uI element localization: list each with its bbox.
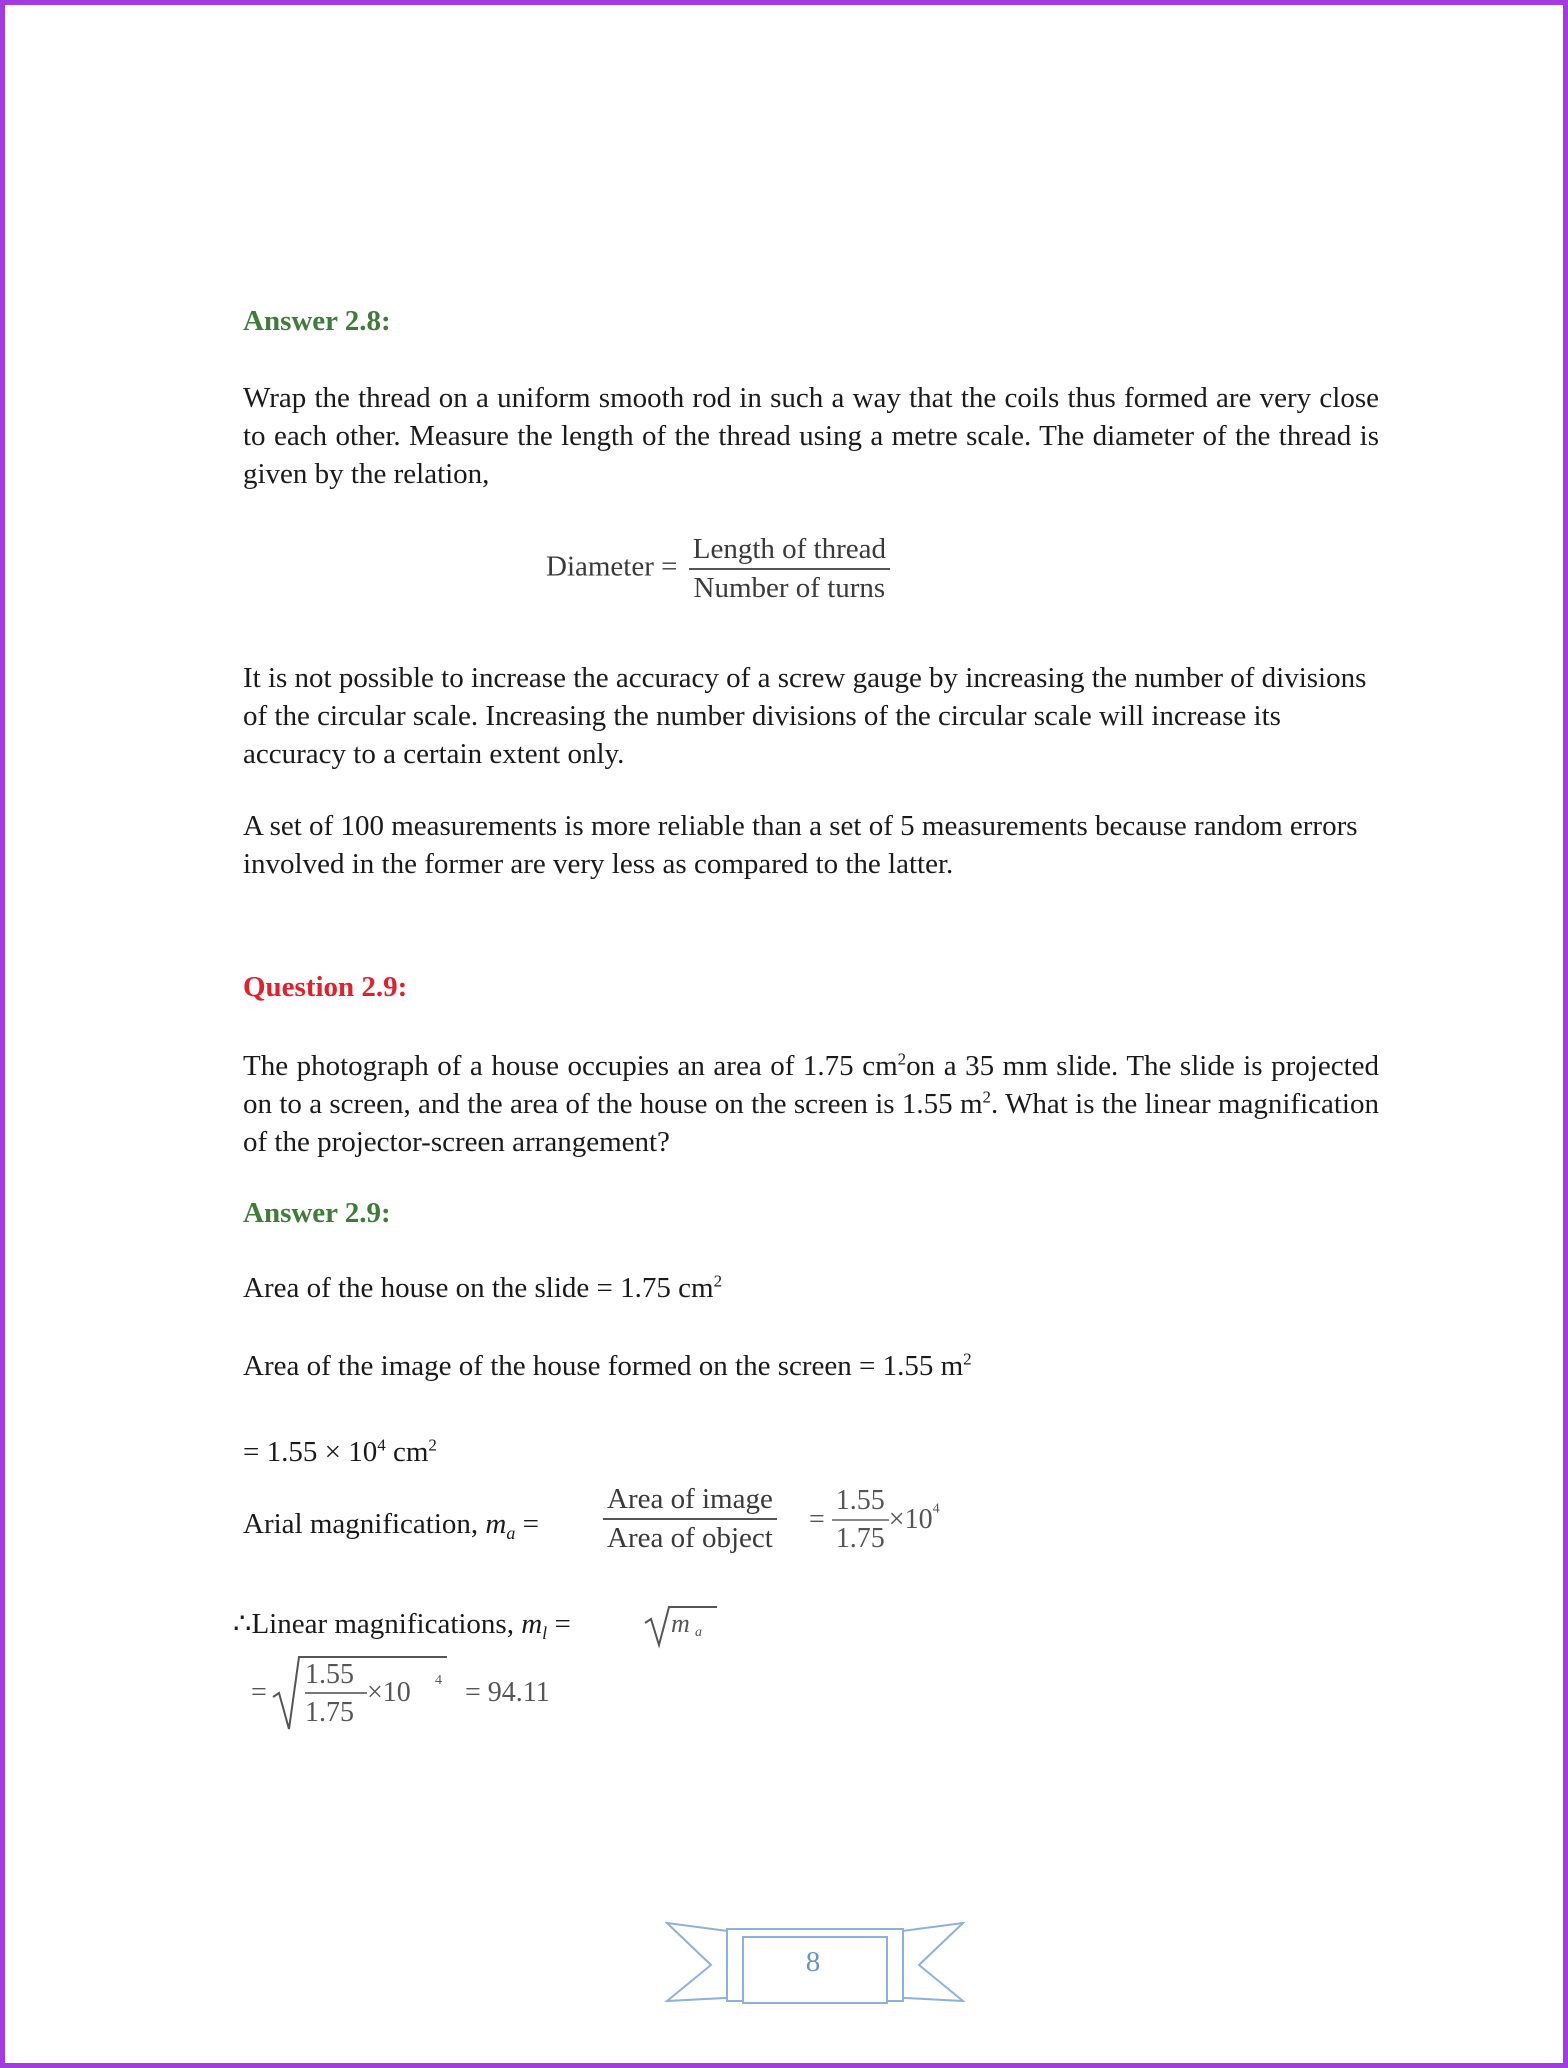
screen-area-sup: 2	[963, 1349, 972, 1369]
result-equals: =	[251, 1677, 267, 1708]
diameter-numerator: Length of thread	[689, 533, 890, 570]
question-text-part-c: . What is the linear magnification of the projector-screen arrangement?	[243, 1088, 1379, 1158]
diameter-label: Diameter =	[546, 550, 678, 583]
linear-var: m	[521, 1608, 543, 1640]
linear-magnification-line	[233, 1605, 571, 1652]
question-sup-b: 2	[982, 1087, 992, 1107]
page-number: 8	[805, 1946, 821, 1978]
converted-area-part-a: = 1.55 × 10	[243, 1436, 378, 1468]
answer-2-8-paragraph-2: It is not possible to increase the accuracy of a screw gauge by increasing the number of divisions of the circular scale. Increasing the number divisions of the circular scale will increase its accuracy to a certain extent only.	[243, 662, 1367, 770]
areal-number-numerator: 1.55	[832, 1485, 889, 1521]
result-times-sup: 4	[435, 1673, 442, 1688]
question-sup-a: 2	[897, 1049, 907, 1069]
question-text-part-a: The photograph of a house occupies an area of 1.75 cm	[243, 1050, 898, 1082]
diameter-denominator: Number of turns	[693, 572, 886, 604]
areal-number-denominator: 1.75	[835, 1523, 885, 1554]
linear-magnification-label: ∴Linear magnifications,	[233, 1608, 522, 1640]
diameter-formula	[546, 533, 890, 605]
screen-area-line	[243, 1347, 972, 1385]
areal-var-sub: a	[506, 1523, 516, 1543]
answer-2-8-paragraph-3: A set of 100 measurements is more reliable than a set of 5 measurements because random errors involved in the former are very less as compared to the latter.	[243, 810, 1358, 880]
slide-area-sup: 2	[713, 1271, 723, 1291]
linear-equals: =	[547, 1608, 571, 1640]
result-times: ×10	[367, 1677, 411, 1708]
areal-word-numerator: Area of image	[603, 1483, 777, 1520]
areal-times-sup: 4	[932, 1501, 940, 1517]
screen-area-text: Area of the image of the house formed on the screen = 1.55 m	[243, 1350, 964, 1382]
areal-fraction-numbers	[809, 1485, 940, 1555]
linear-result	[251, 1653, 571, 1733]
slide-area-text: Area of the house on the slide = 1.75 cm	[243, 1272, 714, 1304]
slide-area-line	[243, 1269, 722, 1307]
sqrt-ma-var: m	[671, 1609, 690, 1638]
answer-2-9-heading: Answer 2.9:	[243, 1197, 391, 1229]
diameter-fraction	[689, 533, 890, 605]
areal-word-fraction	[603, 1483, 777, 1555]
areal-magnification-line	[243, 1489, 539, 1559]
result-value: = 94.11	[465, 1677, 550, 1708]
question-2-9-text	[243, 1047, 1379, 1161]
areal-times: ×10	[888, 1504, 933, 1535]
areal-number-fraction	[832, 1485, 889, 1555]
areal-word-denominator: Area of object	[607, 1522, 773, 1554]
converted-area-sup-2: 2	[428, 1435, 437, 1455]
areal-var: m	[485, 1508, 507, 1540]
converted-area-sup-1: 4	[377, 1435, 386, 1455]
converted-area-line	[243, 1433, 437, 1471]
areal-fraction-words	[603, 1483, 777, 1555]
linear-var-sub: l	[542, 1623, 548, 1643]
answer-2-8-heading: Answer 2.8:	[243, 305, 391, 337]
result-numerator: 1.55	[305, 1659, 354, 1690]
result-radical	[271, 1653, 451, 1733]
sqrt-ma-sub: a	[695, 1625, 702, 1640]
areal-equals: =	[515, 1508, 539, 1540]
result-denominator: 1.75	[305, 1697, 354, 1728]
question-2-9-heading: Question 2.9:	[243, 971, 408, 1003]
converted-area-part-b: cm	[385, 1436, 429, 1468]
areal-equals-2: =	[809, 1504, 825, 1535]
areal-magnification-label: Arial magnification,	[243, 1508, 486, 1540]
question-text-part-b: on a 35 mm slide. The slide is projected on to a screen, and the area of the house on the screen is 1.55 m	[243, 1050, 1380, 1120]
answer-2-8-paragraph-1: Wrap the thread on a uniform smooth rod in such a way that the coils thus formed are very close to each other. Measure the length of the thread using a metre scale. The diameter of the thread is given by the relation,	[243, 382, 1379, 490]
